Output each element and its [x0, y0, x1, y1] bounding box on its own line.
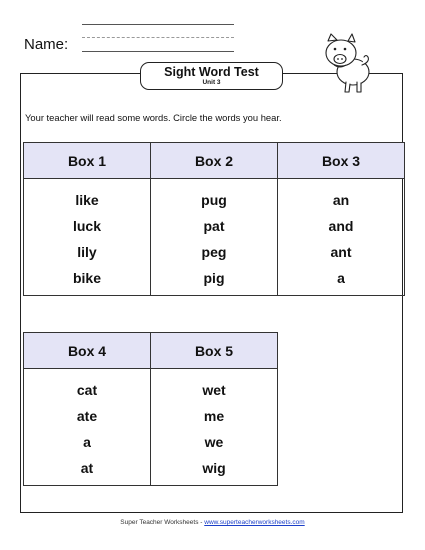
word[interactable]: luck — [72, 218, 101, 234]
name-line-mid — [82, 37, 234, 38]
word[interactable]: me — [203, 408, 225, 424]
page-title: Sight Word Test — [164, 65, 259, 79]
footer-link[interactable]: www.superteacherworksheets.com — [204, 519, 305, 526]
box-2-words — [151, 179, 278, 296]
word-table-1 — [23, 142, 405, 296]
word[interactable]: pig — [203, 270, 225, 286]
box-2-header: Box 2 — [151, 143, 278, 179]
pig-icon — [318, 32, 376, 96]
word[interactable]: and — [328, 218, 354, 234]
word[interactable]: cat — [76, 382, 98, 398]
box-4-words — [24, 369, 151, 486]
box-3-header: Box 3 — [278, 143, 405, 179]
box-1-words — [24, 179, 151, 296]
box-4-header: Box 4 — [24, 333, 151, 369]
word[interactable]: lily — [77, 244, 97, 260]
word[interactable]: an — [332, 192, 350, 208]
footer — [0, 519, 425, 526]
word[interactable]: bike — [72, 270, 101, 286]
box-5-header: Box 5 — [151, 333, 278, 369]
box-1-header: Box 1 — [24, 143, 151, 179]
box-3-words — [278, 179, 405, 296]
name-write-line[interactable] — [82, 51, 234, 52]
name-label: Name: — [24, 36, 69, 53]
word[interactable]: like — [75, 192, 99, 208]
instructions: Your teacher will read some words. Circle the words you hear. — [25, 112, 282, 123]
footer-text: Super Teacher Worksheets - — [120, 519, 205, 526]
word[interactable]: ate — [76, 408, 98, 424]
box-5-words — [151, 369, 278, 486]
word[interactable]: pat — [203, 218, 225, 234]
name-line-top — [82, 24, 234, 25]
word[interactable]: wet — [202, 382, 226, 398]
word[interactable]: we — [204, 434, 224, 450]
word[interactable]: wig — [202, 460, 226, 476]
title-box — [140, 62, 283, 90]
word[interactable]: a — [337, 270, 345, 286]
page-subtitle: Unit 3 — [202, 79, 221, 86]
word[interactable]: pug — [201, 192, 227, 208]
word[interactable]: peg — [201, 244, 227, 260]
word[interactable]: a — [83, 434, 91, 450]
word[interactable]: at — [80, 460, 94, 476]
word[interactable]: ant — [330, 244, 352, 260]
word-table-2 — [23, 332, 278, 486]
